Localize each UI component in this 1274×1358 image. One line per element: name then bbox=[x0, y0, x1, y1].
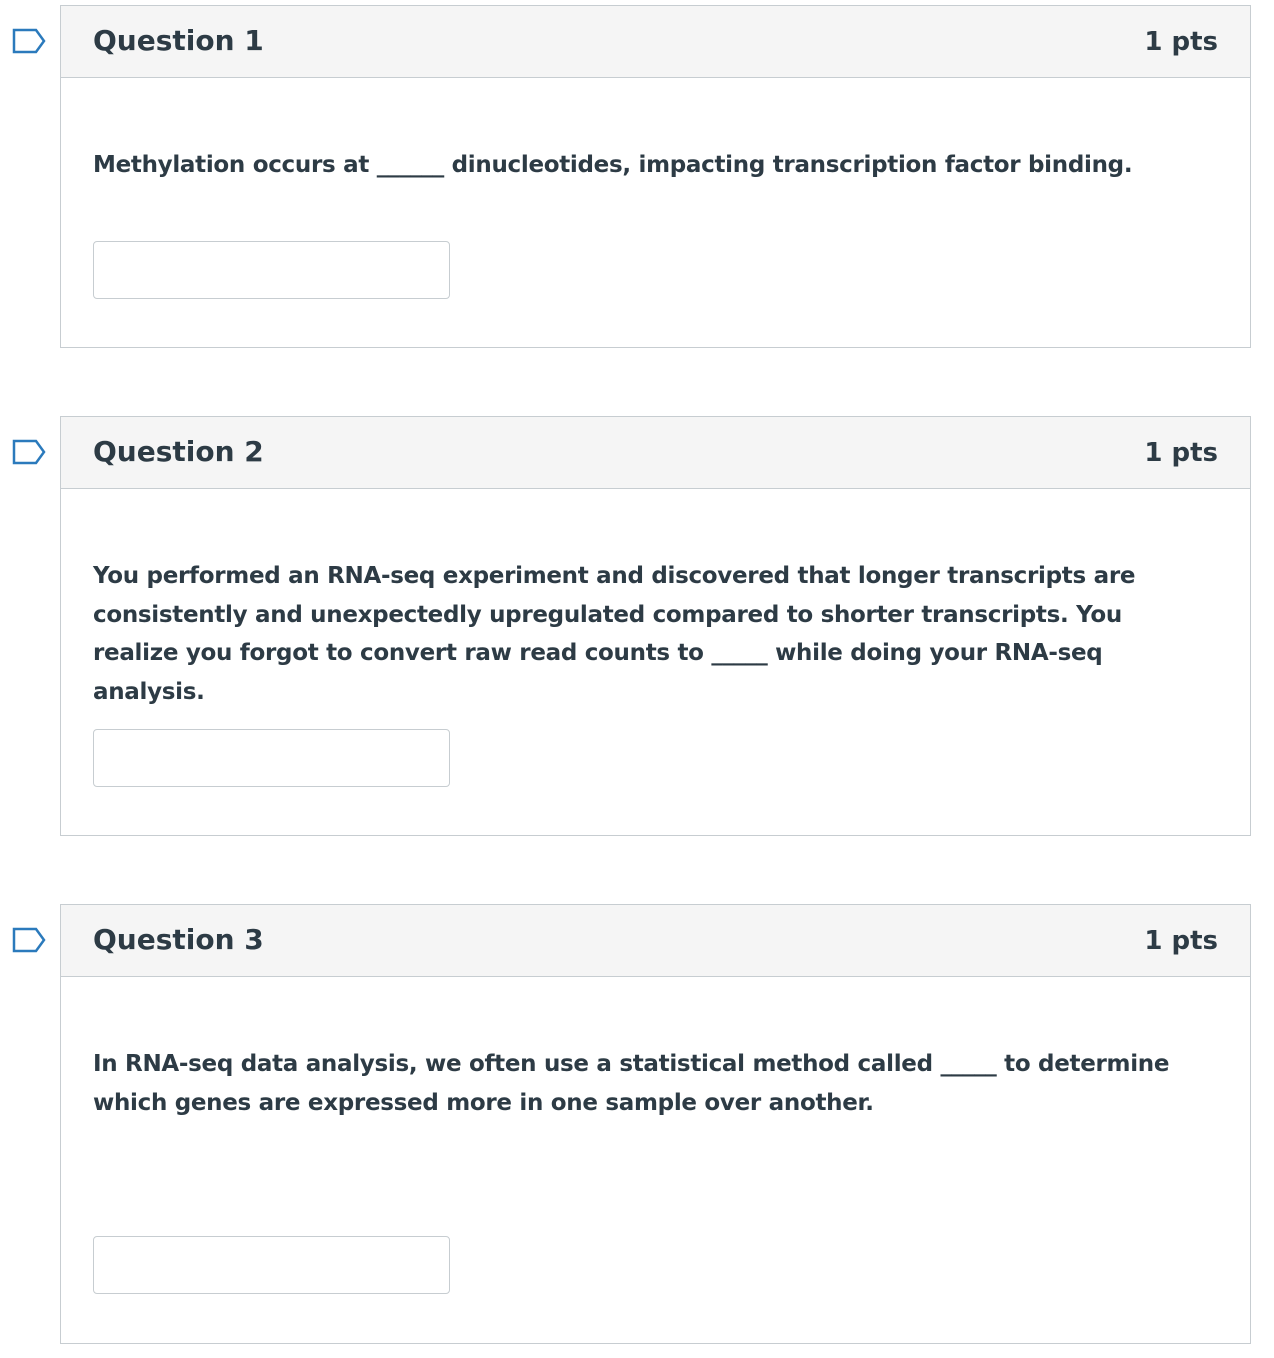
question-2-text: You performed an RNA-seq experiment and discovered that longer transcripts are consistently and unexpectedly upregulated compared to shorter transcripts. You realize you forgot to convert raw read counts to _____ while doing your RNA-seq analysis. bbox=[93, 563, 1136, 705]
question-2-answer-input[interactable] bbox=[93, 729, 450, 787]
question-2-header bbox=[61, 417, 1250, 489]
question-2-title: Question 2 bbox=[93, 435, 264, 468]
question-1-text: Methylation occurs at ______ dinucleotides, impacting transcription factor binding. bbox=[93, 152, 1133, 178]
question-3-card bbox=[60, 904, 1251, 1344]
question-1-points: 1 pts bbox=[1144, 27, 1218, 57]
question-3-title: Question 3 bbox=[93, 923, 264, 956]
question-3-header bbox=[61, 905, 1250, 977]
flag-question-3-icon[interactable] bbox=[12, 927, 46, 953]
question-3-text: In RNA-seq data analysis, we often use a statistical method called _____ to determine which genes are expressed more in one sample over another. bbox=[93, 1051, 1170, 1116]
question-1-header bbox=[61, 6, 1250, 78]
question-1-answer-input[interactable] bbox=[93, 241, 450, 299]
flag-question-1-icon[interactable] bbox=[12, 28, 46, 54]
flag-question-2-icon[interactable] bbox=[12, 439, 46, 465]
question-2-card bbox=[60, 416, 1251, 836]
question-1-title: Question 1 bbox=[93, 24, 264, 57]
question-2-points: 1 pts bbox=[1144, 438, 1218, 468]
question-3-points: 1 pts bbox=[1144, 926, 1218, 956]
question-3-answer-input[interactable] bbox=[93, 1236, 450, 1294]
question-1-card bbox=[60, 5, 1251, 348]
